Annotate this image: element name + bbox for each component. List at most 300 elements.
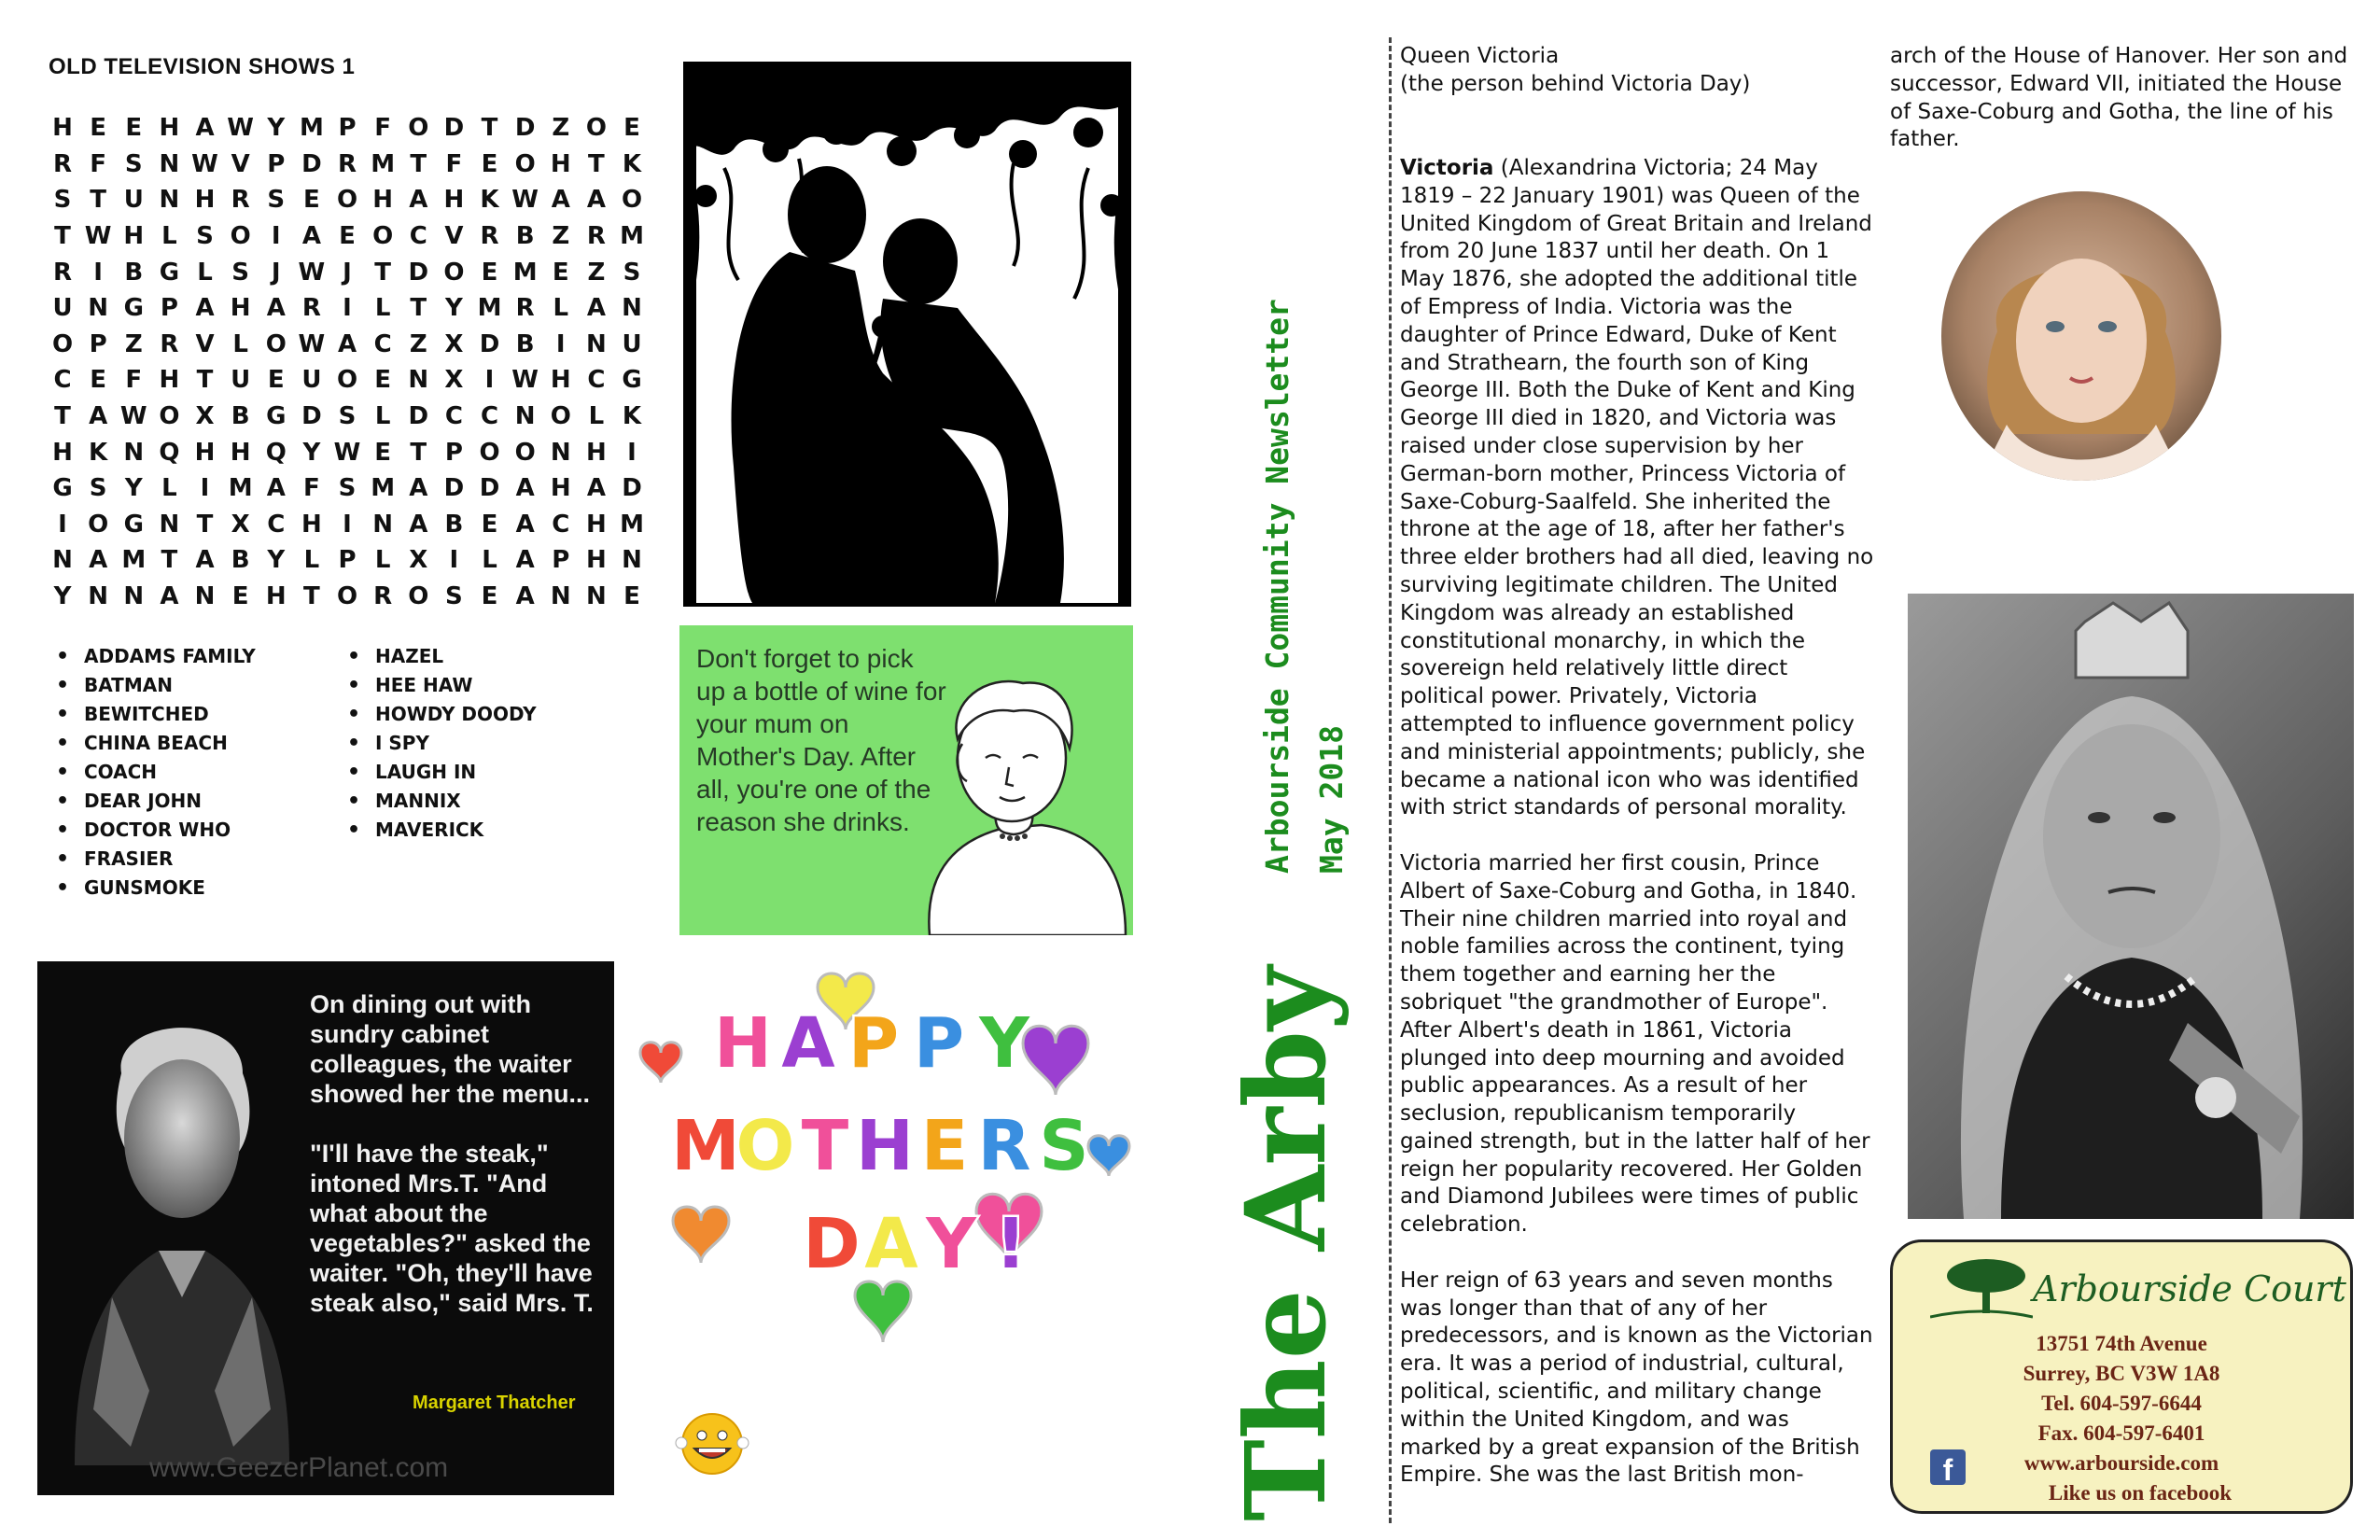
- word-search-letter: W: [333, 438, 361, 467]
- word-search-letter: I: [343, 294, 352, 323]
- word-search-letter: E: [231, 582, 249, 611]
- word-search-row: [45, 147, 650, 183]
- word-search-letter: L: [374, 546, 391, 575]
- word-search-letter: L: [374, 402, 391, 431]
- arbourside-court-address-card: [1890, 1239, 2353, 1514]
- word-search-letter: H: [265, 582, 287, 611]
- word-search-letter: O: [443, 258, 465, 287]
- word-search-letter: M: [620, 222, 644, 251]
- word-search-letter: A: [551, 186, 570, 215]
- word-search-letter: C: [373, 329, 392, 358]
- thatcher-author: Margaret Thatcher: [413, 1393, 576, 1413]
- word-search-letter: A: [195, 546, 215, 575]
- word-search-letter: O: [479, 438, 500, 467]
- word-search-letter: D: [479, 474, 500, 503]
- thatcher-portrait: [56, 999, 308, 1465]
- word-list-item: • BATMAN: [47, 671, 256, 700]
- word-search-letter: O: [265, 329, 287, 358]
- word-list-item: • BEWITCHED: [47, 700, 256, 729]
- address-website[interactable]: www.arbourside.com: [2023, 1451, 2219, 1475]
- word-search-letter: U: [52, 294, 73, 323]
- word-search-letter: Y: [267, 546, 286, 575]
- word-search-letter: A: [266, 294, 286, 323]
- word-search-letter: M: [228, 474, 253, 503]
- word-search-row: [45, 254, 650, 290]
- word-search-row: [45, 507, 650, 543]
- word-search-row: [45, 290, 650, 327]
- word-search-row: [45, 434, 650, 470]
- word-search-letter: N: [622, 294, 642, 323]
- word-search-letter: A: [586, 294, 606, 323]
- word-search-letter: R: [480, 222, 499, 251]
- word-search-letter: N: [550, 438, 571, 467]
- thatcher-quote-part-2: "I'll have the steak," intoned Mrs.T. "And what about the vegetables?" asked the waiter. "Oh, they'll have steak also," said Mrs. T.: [310, 1140, 594, 1317]
- word-search-letter: T: [481, 114, 498, 143]
- word-search-letter: E: [267, 366, 285, 395]
- word-search-letter: L: [553, 294, 569, 323]
- word-search-letter: P: [338, 114, 357, 143]
- word-list-item: • HAZEL: [338, 642, 537, 671]
- word-search-letter: O: [514, 438, 536, 467]
- word-search-letter: B: [515, 329, 535, 358]
- word-search-letter: G: [123, 294, 144, 323]
- word-search-letter: R: [337, 149, 357, 178]
- word-search-letter: J: [343, 258, 352, 287]
- word-search-letter: N: [194, 582, 216, 611]
- word-search-letter: A: [89, 546, 108, 575]
- word-search-letter: W: [511, 366, 539, 395]
- word-search-letter: G: [266, 402, 287, 431]
- heart-icon: [855, 1281, 911, 1342]
- mothers-day-letter: !: [995, 1204, 1027, 1284]
- word-search-letter: D: [622, 474, 642, 503]
- word-list-item: • ADDAMS FAMILY: [47, 642, 256, 671]
- facebook-icon[interactable]: f: [1930, 1449, 1966, 1485]
- word-search-letter: F: [445, 149, 463, 178]
- word-search-letter: X: [231, 510, 250, 539]
- word-search-row: [45, 218, 650, 255]
- word-search-letter: D: [408, 402, 429, 431]
- mothers-day-letter: D: [803, 1204, 861, 1284]
- word-search-letter: X: [409, 546, 428, 575]
- word-search-letter: S: [231, 258, 249, 287]
- word-search-letter: B: [444, 510, 464, 539]
- word-search-row: [45, 182, 650, 218]
- word-search-letter: I: [627, 438, 637, 467]
- word-search-letter: O: [585, 114, 607, 143]
- word-search-letter: G: [622, 366, 642, 395]
- word-search-letter: N: [550, 582, 571, 611]
- word-search-letter: D: [514, 114, 536, 143]
- word-search-letter: A: [337, 329, 357, 358]
- article-subtitle: (the person behind Victoria Day): [1400, 71, 1751, 96]
- word-search-letter: H: [372, 186, 393, 215]
- word-list-column-1: [47, 642, 256, 903]
- word-search-letter: K: [622, 149, 642, 178]
- mothers-day-letter: Y: [979, 1003, 1029, 1084]
- word-search-letter: A: [89, 402, 108, 431]
- word-search-letter: E: [623, 114, 640, 143]
- word-search-letter: S: [338, 402, 357, 431]
- word-search-letter: O: [372, 222, 394, 251]
- word-search-letter: K: [480, 186, 499, 215]
- word-search-letter: O: [336, 366, 358, 395]
- word-list-item: • GUNSMOKE: [47, 874, 256, 903]
- word-search-letter: O: [336, 186, 358, 215]
- word-search-letter: Y: [53, 582, 72, 611]
- word-search-letter: A: [515, 546, 535, 575]
- heart-icon: [673, 1207, 729, 1263]
- word-search-letter: E: [125, 114, 143, 143]
- word-search-letter: D: [408, 258, 429, 287]
- mothers-day-letter: H: [856, 1106, 914, 1186]
- thatcher-quote-card: [37, 961, 614, 1495]
- word-search-letter: E: [339, 222, 356, 251]
- word-search-letter: I: [271, 222, 281, 251]
- word-search-letter: P: [338, 546, 357, 575]
- word-search-letter: M: [620, 510, 644, 539]
- word-search-row: [45, 542, 650, 579]
- article-paragraph-2: Victoria married her first cousin, Prince Albert of Saxe-Coburg and Gotha, in 1840. Their nine children married into royal and noble families across the continent, tying them together and earning her the sobriquet "the grandmother of Europe". After Albert's death in 1861, Victoria plunged into deep mourning and avoided public appearances. As a result of her seclusion, republicanism temporarily gained strength, but in the latter half of her reign her popularity recovered. Her Golden and Diamond Jubilees were times of public celebration.: [1400, 850, 1870, 1238]
- word-search-letter: H: [585, 546, 607, 575]
- word-search-letter: O: [408, 582, 429, 611]
- word-search-letter: I: [343, 510, 352, 539]
- word-search-letter: B: [515, 222, 535, 251]
- word-search-letter: T: [196, 510, 214, 539]
- mothers-day-letter: P: [847, 1003, 900, 1084]
- word-search-row: [45, 470, 650, 507]
- word-search-letter: T: [90, 186, 106, 215]
- mothers-day-letter: A: [781, 1003, 835, 1084]
- word-search-letter: N: [159, 149, 180, 178]
- word-search-letter: A: [160, 582, 179, 611]
- word-search-letter: H: [194, 438, 216, 467]
- word-search-letter: F: [374, 114, 391, 143]
- article-text-run: (Alexandrina Victoria; 24 May 1819 – 22 January 1901) was Queen of the United Kingdom of Great Britain and Ireland from 20 June 1837 until her death. On 1 May 1876, she adopted the additional title of Empress of India. Victoria was the daughter of Prince Edward, Duke of Kent and Strathearn, the fourth son of King George III. Both the Duke of Kent and King George III died in 1820, and Victoria was raised under close supervision by her German-born mother, Princess Victoria of Saxe-Coburg-Saalfeld. She inherited the throne at the age of 18, after her father's three elder brothers had all died, leaving no surviving legitimate children. The United Kingdom was already an established constitutional monarchy, in which the sovereign held relatively little direct political power. Privately, Victoria attempted to influence government policy and ministerial appointments; publicly, she became a national icon who was identified with strict standards of personal morality.: [1400, 156, 1874, 820]
- word-search-letter: T: [410, 438, 427, 467]
- word-search-letter: G: [123, 510, 144, 539]
- word-search-letter: Y: [267, 114, 286, 143]
- word-search-letter: W: [511, 186, 539, 215]
- word-search-letter: A: [266, 474, 286, 503]
- newsletter-masthead: [1221, 56, 1377, 1521]
- word-search-letter: E: [481, 149, 498, 178]
- word-search-letter: N: [585, 582, 607, 611]
- word-search-letter: A: [409, 510, 428, 539]
- word-search-letter: E: [374, 438, 391, 467]
- mothers-day-letter: H: [714, 1003, 772, 1084]
- word-search-letter: N: [408, 366, 429, 395]
- word-search-letter: X: [444, 329, 464, 358]
- word-search-letter: I: [449, 546, 459, 575]
- mothers-day-letter: T: [801, 1106, 849, 1186]
- word-search-letter: A: [515, 582, 535, 611]
- word-search-letter: C: [409, 222, 427, 251]
- mothers-day-letter: P: [913, 1003, 965, 1084]
- word-search-letter: W: [119, 402, 147, 431]
- word-search-letter: M: [299, 114, 324, 143]
- article-heading: [1400, 43, 1867, 99]
- word-list-item: • MAVERICK: [338, 816, 537, 845]
- mothers-day-letter: Y: [926, 1204, 976, 1284]
- word-search-letter: L: [232, 329, 248, 358]
- word-search-letter: H: [52, 438, 73, 467]
- word-search-letter: A: [301, 222, 321, 251]
- word-search-letter: A: [586, 474, 606, 503]
- word-search-letter: H: [550, 366, 571, 395]
- word-search-letter: W: [227, 114, 254, 143]
- word-search-letter: H: [301, 510, 322, 539]
- mothers-day-letter: E: [920, 1106, 969, 1186]
- word-search-letter: H: [123, 222, 145, 251]
- word-search-letter: G: [159, 258, 180, 287]
- word-search-letter: L: [303, 546, 320, 575]
- word-search-letter: A: [195, 114, 215, 143]
- word-search-row: [45, 579, 650, 615]
- word-search-letter: I: [484, 366, 495, 395]
- facebook-link[interactable]: Like us on facebook: [2048, 1481, 2233, 1505]
- heart-icon: [640, 1043, 681, 1083]
- word-search-letter: O: [514, 149, 536, 178]
- word-search-letter: M: [121, 546, 147, 575]
- word-search-letter: F: [302, 474, 320, 503]
- word-search-letter: H: [159, 366, 180, 395]
- word-search-grid: [45, 110, 650, 614]
- mothers-day-letter: S: [1039, 1106, 1089, 1186]
- silhouette-mother-child-image: [683, 62, 1131, 607]
- word-search-letter: Y: [302, 438, 321, 467]
- word-search-letter: O: [159, 402, 180, 431]
- word-search-letter: E: [552, 258, 569, 287]
- word-search-letter: L: [161, 474, 177, 503]
- word-search-letter: W: [298, 329, 326, 358]
- word-search-letter: L: [374, 294, 391, 323]
- word-search-letter: M: [371, 149, 396, 178]
- word-list-item: • CHINA BEACH: [47, 729, 256, 758]
- word-search-letter: O: [230, 222, 251, 251]
- word-search-letter: A: [195, 294, 215, 323]
- word-search-letter: L: [197, 258, 213, 287]
- word-search-letter: Y: [444, 294, 463, 323]
- word-search-letter: Y: [124, 474, 143, 503]
- word-search-letter: N: [372, 510, 393, 539]
- queen-victoria-portrait: [1908, 594, 2354, 1219]
- word-search-letter: A: [515, 474, 535, 503]
- word-search-letter: L: [161, 222, 177, 251]
- word-search-letter: A: [409, 186, 428, 215]
- word-search-letter: O: [408, 114, 429, 143]
- word-search-letter: T: [54, 402, 71, 431]
- word-search-letter: S: [623, 258, 641, 287]
- thatcher-quote-text: [310, 989, 599, 1348]
- word-search-letter: U: [123, 186, 144, 215]
- word-search-letter: S: [445, 582, 463, 611]
- word-search-row: [45, 110, 650, 147]
- word-search-letter: H: [550, 474, 571, 503]
- word-search-letter: N: [514, 402, 536, 431]
- word-search-letter: C: [444, 402, 463, 431]
- heart-icon: [1088, 1136, 1129, 1176]
- word-search-letter: C: [552, 510, 570, 539]
- word-search-letter: R: [160, 329, 179, 358]
- word-search-letter: H: [585, 510, 607, 539]
- mothers-day-wine-card: [679, 625, 1133, 935]
- word-search-row: [45, 327, 650, 363]
- word-search-letter: O: [621, 186, 643, 215]
- word-search-letter: N: [123, 438, 145, 467]
- thatcher-quote-part-1: On dining out with sundry cabinet colleagues, the waiter showed her the menu...: [310, 990, 591, 1108]
- word-search-letter: V: [444, 222, 464, 251]
- tree-logo-icon: [1930, 1252, 2033, 1326]
- word-search-letter: P: [267, 149, 286, 178]
- word-search-letter: Z: [409, 329, 427, 358]
- young-victoria-portrait: [1941, 191, 2221, 481]
- word-search-letter: M: [477, 294, 502, 323]
- article-column-2: arch of the House of Hanover. Her son and successor, Edward VII, initiated the House of Saxe-Coburg and Gotha, the line of his father.: [1890, 44, 2348, 152]
- word-search-letter: K: [89, 438, 108, 467]
- word-list-item: • HEE HAW: [338, 671, 537, 700]
- newsletter-date: May 2018: [1313, 725, 1350, 874]
- word-list-item: • DOCTOR WHO: [47, 816, 256, 845]
- word-list-column-2: [338, 642, 537, 845]
- word-search-letter: V: [231, 149, 250, 178]
- word-search-letter: P: [552, 546, 570, 575]
- word-search-letter: E: [481, 258, 498, 287]
- word-search-letter: N: [622, 546, 642, 575]
- word-search-letter: V: [195, 329, 215, 358]
- word-search-letter: C: [480, 402, 499, 431]
- mothers-day-letter: R: [977, 1106, 1031, 1186]
- word-search-letter: K: [622, 402, 642, 431]
- article-bold-term: Victoria: [1400, 156, 1494, 180]
- newsletter-title: The Arby: [1221, 966, 1351, 1521]
- word-search-letter: B: [231, 546, 250, 575]
- column-divider: [1389, 37, 1392, 1523]
- word-search-letter: I: [58, 510, 67, 539]
- word-search-letter: D: [443, 114, 465, 143]
- word-search-letter: H: [550, 149, 571, 178]
- word-list-item: • LAUGH IN: [338, 758, 537, 787]
- word-search-letter: L: [482, 546, 497, 575]
- word-search-letter: R: [515, 294, 535, 323]
- word-search-letter: H: [230, 294, 251, 323]
- word-search-letter: H: [230, 438, 251, 467]
- word-search-letter: W: [298, 258, 326, 287]
- word-search-letter: L: [588, 402, 605, 431]
- mothers-day-letter: O: [735, 1106, 795, 1186]
- word-search-letter: Z: [552, 222, 570, 251]
- word-search-letter: N: [159, 510, 180, 539]
- word-search-letter: N: [88, 294, 108, 323]
- word-search-letter: E: [374, 366, 391, 395]
- address-street: 13751 74th Avenue: [2036, 1332, 2207, 1355]
- word-list-item: • DEAR JOHN: [47, 787, 256, 816]
- word-search-letter: W: [84, 222, 112, 251]
- word-search-letter: P: [444, 438, 463, 467]
- word-search-letter: S: [53, 186, 72, 215]
- word-search-letter: X: [444, 366, 464, 395]
- word-search-letter: E: [90, 366, 106, 395]
- word-search-letter: A: [586, 186, 606, 215]
- word-search-letter: H: [52, 114, 73, 143]
- word-search-letter: S: [196, 222, 214, 251]
- word-search-letter: N: [159, 186, 180, 215]
- word-search-letter: T: [303, 582, 320, 611]
- word-search-letter: T: [410, 149, 427, 178]
- word-search-letter: T: [374, 258, 391, 287]
- word-search-letter: E: [302, 186, 320, 215]
- word-search-letter: S: [124, 149, 143, 178]
- word-search-letter: I: [93, 258, 103, 287]
- word-search-letter: E: [481, 582, 498, 611]
- word-search-letter: U: [301, 366, 322, 395]
- mothers-day-letter: M: [671, 1106, 740, 1186]
- word-search-letter: D: [301, 149, 322, 178]
- heart-icon: [1023, 1026, 1088, 1095]
- word-search-letter: D: [443, 474, 465, 503]
- word-search-letter: P: [160, 294, 178, 323]
- word-search-letter: B: [231, 402, 250, 431]
- word-search-letter: I: [555, 329, 566, 358]
- word-search-letter: E: [481, 510, 498, 539]
- word-search-letter: X: [195, 402, 215, 431]
- word-search-letter: M: [512, 258, 538, 287]
- word-search-letter: E: [90, 114, 106, 143]
- word-search-letter: I: [200, 474, 210, 503]
- article-title: Queen Victoria: [1400, 44, 1560, 68]
- word-search-letter: O: [51, 329, 74, 358]
- mothers-day-letter: A: [864, 1204, 918, 1284]
- word-search-letter: O: [336, 582, 358, 611]
- word-search-letter: Q: [265, 438, 287, 467]
- address-city: Surrey, BC V3W 1A8: [2023, 1362, 2220, 1385]
- word-search-letter: F: [125, 366, 143, 395]
- word-search-letter: R: [231, 186, 250, 215]
- word-list-item: • MANNIX: [338, 787, 537, 816]
- word-search-letter: J: [271, 258, 281, 287]
- address-fax: Fax. 604-597-6401: [2037, 1421, 2205, 1445]
- word-search-letter: N: [52, 546, 73, 575]
- word-search-row: [45, 362, 650, 399]
- word-search-letter: H: [585, 438, 607, 467]
- word-list-item: • FRASIER: [47, 845, 256, 874]
- word-search-letter: R: [52, 149, 73, 178]
- smiley-face-icon: [674, 1406, 750, 1482]
- word-search-letter: H: [159, 114, 180, 143]
- word-search-letter: T: [588, 149, 605, 178]
- woman-illustration: [892, 665, 1133, 935]
- word-list-item: • I SPY: [338, 729, 537, 758]
- arbourside-court-name: Arbourside Court: [2033, 1268, 2346, 1309]
- word-search-letter: T: [410, 294, 427, 323]
- word-search-row: [45, 399, 650, 435]
- word-search-letter: R: [586, 222, 606, 251]
- word-search-letter: Z: [587, 258, 606, 287]
- word-search-letter: E: [623, 582, 640, 611]
- newsletter-subtitle: Arbourside Community Newsletter: [1259, 299, 1295, 874]
- article-column-1: [1400, 155, 1874, 1518]
- word-search-letter: M: [371, 474, 396, 503]
- word-search-letter: B: [124, 258, 144, 287]
- word-search-letter: F: [90, 149, 106, 178]
- word-search-letter: T: [54, 222, 71, 251]
- word-search-letter: D: [301, 402, 322, 431]
- word-search-letter: O: [88, 510, 109, 539]
- word-search-letter: H: [194, 186, 216, 215]
- word-search-letter: U: [231, 366, 251, 395]
- word-search-letter: D: [479, 329, 500, 358]
- article-paragraph-1: [1400, 155, 1874, 822]
